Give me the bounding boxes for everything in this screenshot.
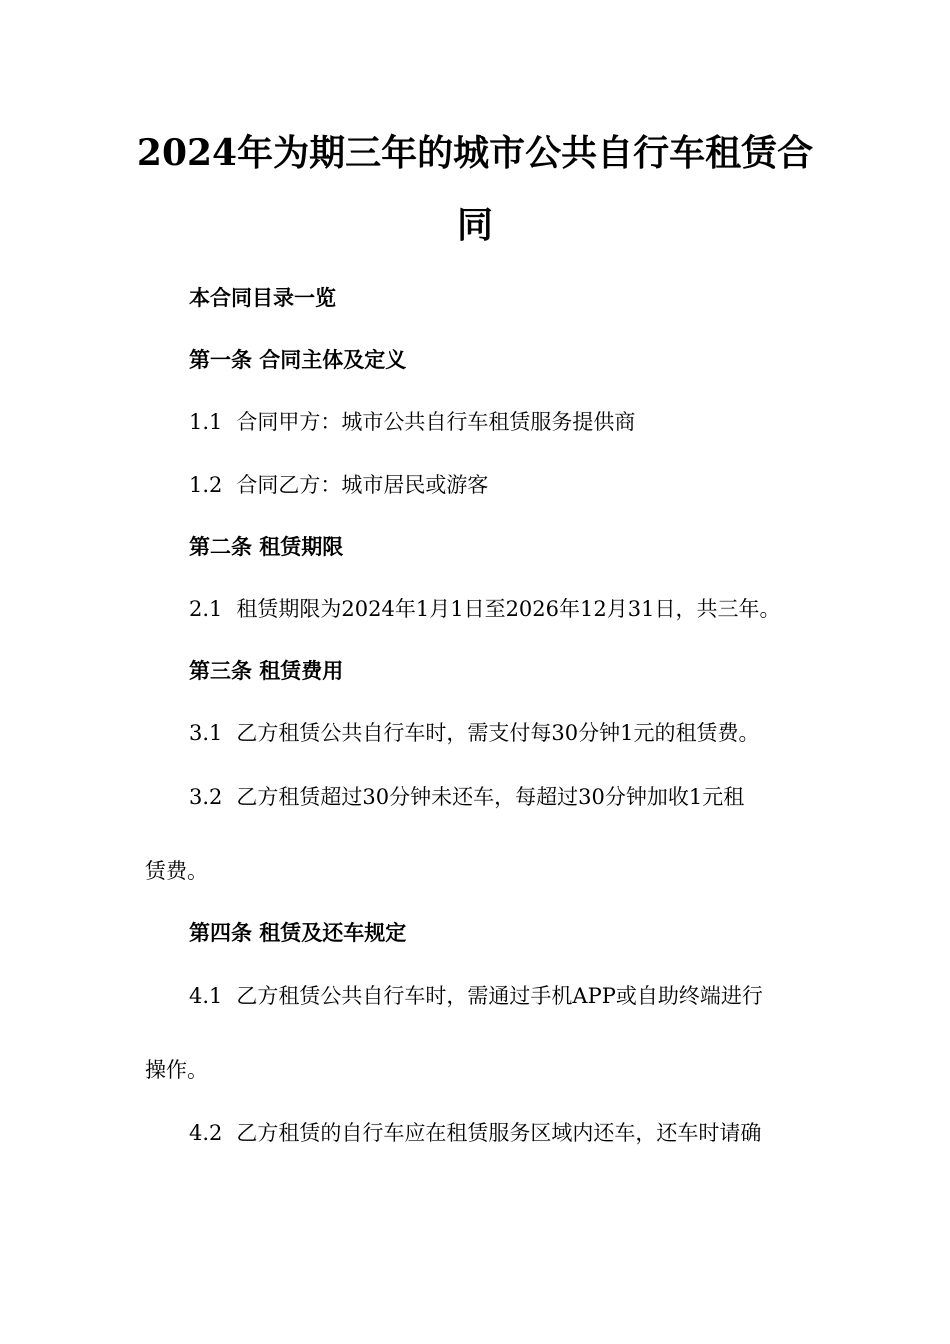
clause-text: 乙方租赁的自行车应在租赁服务区域内还车，还车时请确 (236, 1121, 762, 1145)
clause-number: 4.2 (189, 1121, 223, 1145)
clause-4-2 (189, 1120, 761, 1146)
clause-2-1 (189, 596, 780, 622)
document-title-line-1: 2024年为期三年的城市公共自行车租赁合 (136, 132, 814, 174)
clause-number: 3.1 (189, 721, 223, 745)
clause-3-2 (189, 784, 744, 810)
clause-text: 乙方租赁公共自行车时，需支付每30分钟1元的租赁费。 (236, 721, 760, 745)
clause-3-2-continuation: 赁费。 (145, 859, 208, 883)
section-heading-1: 第一条 合同主体及定义 (189, 348, 407, 372)
clause-text: 合同乙方：城市居民或游客 (236, 473, 489, 497)
section-heading-4: 第四条 租赁及还车规定 (189, 921, 407, 945)
section-heading-3: 第三条 租赁费用 (189, 659, 344, 683)
clause-number: 1.1 (189, 410, 223, 434)
clause-4-1-continuation: 操作。 (145, 1058, 208, 1082)
document-title-line-2: 同 (456, 204, 493, 246)
clause-number: 2.1 (189, 597, 223, 621)
clause-3-1 (189, 720, 760, 746)
clause-text: 合同甲方：城市公共自行车租赁服务提供商 (236, 410, 636, 434)
toc-heading: 本合同目录一览 (189, 286, 336, 310)
clause-text: 乙方租赁超过30分钟未还车，每超过30分钟加收1元租 (236, 785, 745, 809)
clause-number: 1.2 (189, 473, 223, 497)
clause-number: 4.1 (189, 984, 223, 1008)
clause-1-2 (189, 472, 488, 498)
clause-number: 3.2 (189, 785, 223, 809)
clause-text: 租赁期限为2024年1月1日至2026年12月31日，共三年。 (236, 597, 781, 621)
clause-text: 乙方租赁公共自行车时，需通过手机APP或自助终端进行 (236, 984, 763, 1008)
clause-4-1 (189, 983, 763, 1009)
section-heading-2: 第二条 租赁期限 (189, 535, 344, 559)
clause-1-1 (189, 409, 635, 435)
